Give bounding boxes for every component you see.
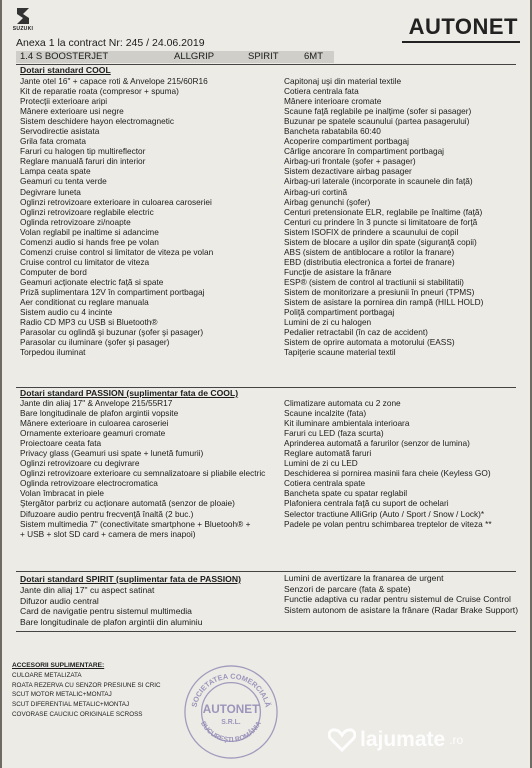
stamp-ring-text: SOCIETATEA COMERCIALĂ [189,671,273,709]
watermark-suffix: .ro [449,733,464,747]
list-item: Servodirectie asistata [20,126,100,137]
list-item: CULOARE METALIZATA [12,671,82,679]
stamp-center-text: AUTONET [202,702,260,716]
cool-right-list [284,76,483,357]
trim-gearbox: 6MT [304,51,323,62]
spirit-right-list [284,573,518,615]
stamp-suffix-text: S.R.L. [221,718,241,726]
list-item: Selector tractiune AlliGrip (Auto / Sport / Snow / Lock)* [284,508,485,519]
list-item: Computer de bord [20,266,87,277]
passion-left-list [20,398,265,539]
stamp-bottom-text: BUCUREŞTI ROMÂNIA [199,720,263,744]
list-item: Airbag-uri frontale (şofer + pasager) [284,156,416,167]
list-item: Kit iluminare ambientala interioara [284,418,410,429]
list-item: Privacy glass (Geamuri usi spate + lunetă fumurii) [20,448,204,459]
list-item: Sistem de asistare la pornirea din rampă (HILL HOLD) [284,297,484,308]
list-item: Grila fata cromata [20,136,86,147]
list-item: Tapiţerie scaune material textil [284,347,396,358]
list-item: Oglinzi retrovizoare reglabile electric [20,206,154,217]
list-item: Radio CD MP3 cu USB si Bluetooth® [20,317,158,328]
list-item: Scaune incalzite (fata) [284,408,367,419]
suzuki-logo-text: SUZUKI [12,26,34,32]
list-item: Poliţă compartiment portbagaj [284,307,395,318]
list-item: Senzori de parcare (fata & spate) [284,583,411,594]
list-item: Airbag-uri cortină [284,186,348,197]
list-item: Jante otel 16" + capace roti & Anvelope 215/60R16 [20,76,208,86]
list-item: + USB + slot SD card + camera de mers inapoi) [20,528,196,539]
list-item: EBD (distributia electronica a fortei de franare) [284,256,455,267]
list-item: Sistem dezactivare airbag pasager [284,166,412,177]
cool-left-list [20,76,213,357]
list-item: Aer conditionat cu reglare manuala [20,297,149,308]
list-item: Centuri cu prindere în 3 puncte si limitatoare de forţă [284,216,478,227]
list-item: Ştergător parbriz cu acționare automată (senzor de ploaie) [20,498,235,509]
list-item: COVORASE CAUCIUC ORIGINALE SCROSS [12,710,143,718]
list-item: ROATA REZERVA CU SENZOR PRESIUNE SI CRIC [12,681,161,689]
list-item: Difuzoare audio pentru frecvenţă înaltă (2 buc.) [20,508,194,519]
list-item: Jante din aliaj 17" & Anvelope 215/55R17 [20,398,173,408]
list-item: Oglinda retrovizoare zi/noapte [20,216,131,227]
list-item: Bare longitudinale de plafon argintii vopsite [20,408,179,419]
list-item: Bare longitudinale de plafon argintii din aluminiu [20,616,203,627]
list-item: Lumini de avertizare la franarea de urgent [284,573,444,583]
list-item: Deschiderea si pornirea masinii fara cheie (Keyless GO) [284,468,491,479]
accessories-list [12,671,161,720]
list-item: Lumini de zi cu LED [284,458,358,469]
list-item: Protecții exterioare aripi [20,96,108,107]
list-item: Faruri cu LED (faza scurta) [284,428,384,439]
list-item: Reglare automată faruri [284,448,372,459]
passion-section-title: Dotari standard PASSION (suplimentar fata de COOL) [20,388,239,398]
list-item: Lumini de zi cu halogen [284,317,372,328]
annex-line: Anexa 1 la contract Nr: 245 / 24.06.2019 [16,37,205,49]
list-item: Functie adaptiva cu radar pentru sistemul de Cruise Control [284,594,511,605]
spirit-section-title: Dotari standard SPIRIT (suplimentar fata de PASSION) [20,574,241,584]
list-item: Sistem deschidere hayon electromagnetic [20,116,175,127]
spirit-left-list [20,585,203,627]
list-item: Mânere exterioare usi negre [20,106,124,117]
company-stamp [182,663,280,761]
site-watermark [328,728,463,752]
accessories-title: ACCESORII SUPLIMENTARE: [12,662,105,669]
list-item: Ornamente exterioare geamuri cromate [20,428,166,439]
list-item: Torpedou iluminat [20,347,86,358]
list-item: Sistem multimedia 7" (conectivitate smartphone + Bluetooh® + [20,518,251,529]
divider [16,631,516,632]
list-item: Priză suplimentara 12V în compartiment portbagaj [20,286,205,297]
divider [16,571,516,572]
watermark-text: lajumate [360,728,446,751]
list-item: Proiectoare ceata fata [20,438,102,449]
list-item: Padele pe volan pentru schimbarea treptelor de viteza ** [284,518,492,529]
trim-bar [16,51,334,63]
list-item: Degivrare luneta [20,186,81,197]
list-item: ESP® (sistem de control al tractiunii si stabilitatii) [284,276,464,287]
passion-right-list [284,398,492,529]
list-item: Airbag-uri laterale (incorporate in scaunele din față) [284,176,473,187]
list-item: Sistem de monitorizare a presiunii în pneuri (TPMS) [284,286,475,297]
heart-icon [328,728,356,752]
list-item: Pedalier retractabil (în caz de accident) [284,327,428,338]
list-item: Reglare manuală faruri din interior [20,156,146,167]
list-item: Geamuri acționate electric față si spate [20,276,164,287]
list-item: Sistem ISOFIX de prindere a scaunului de copil [284,226,459,237]
trim-color: ALLGRIP [174,51,215,62]
list-item: Bancheta rabatabila 60:40 [284,126,381,137]
trim-version: SPIRIT [248,51,279,62]
list-item: Kit de reparatie roata (compresor + spuma) [20,86,179,97]
list-item: Card de navigatie pentru sistemul multimedia [20,606,192,617]
list-item: Sistem de blocare a uşilor din spate (siguranţă copii) [284,236,477,247]
list-item: Volan reglabil pe inaltime si adancime [20,226,159,237]
list-item: Lampa ceata spate [20,166,91,177]
list-item: Plafoniera centrala faţă cu suport de ochelari [284,498,449,509]
list-item: Oglinzi retrovizoare cu degivrare [20,458,140,469]
list-item: Capitonaj uşi din material textile [284,76,402,86]
accessories-block [12,661,161,720]
list-item: Cruise control cu limitator de viteza [20,256,150,267]
list-item: Sistem de oprire automata a motorului (EASS) [284,337,455,348]
list-item: Buzunar pe spatele scaunului (partea pasagerului) [284,116,470,127]
list-item: Difuzor audio central [20,595,99,606]
list-item: Cotiera centrala spate [284,478,366,489]
list-item: Comenzi cruise control si limitator de viteza pe volan [20,246,214,257]
document-page [2,0,530,768]
list-item: ABS (sistem de antiblocare a rotilor la franare) [284,246,455,257]
list-item: Parasolar cu oglindă şi buzunar (şofer şi pasager) [20,327,204,338]
list-item: Aprinderea automată a farurilor (senzor de lumina) [284,438,470,449]
list-item: Cârlige ancorare în compartiment portbagaj [284,146,445,157]
trim-engine: 1.4 S BOOSTERJET [20,51,109,62]
list-item: Cotiera centrala fata [284,86,359,97]
list-item: Acoperire compartiment portbagaj [284,136,409,147]
list-item: Mânere interioare cromate [284,96,382,107]
list-item: Geamuri cu tenta verde [20,176,107,187]
list-item: Sistem autonom de asistare la frânare (Radar Brake Support) [284,604,519,615]
list-item: Oglinda retrovizoare electrocromatica [20,478,158,489]
cool-section-title: Dotari standard COOL [20,65,111,75]
list-item: Bancheta spate cu spatar reglabil [284,488,408,499]
suzuki-s-icon [14,6,32,26]
list-item: SCUT DIFERENTIAL METALIC+MONTAJ [12,701,130,709]
list-item: Centuri pretensionate ELR, reglabile pe înaltime (faţă) [284,206,483,217]
list-item: Oglinzi retrovizoare exterioare in culoarea caroseriei [20,196,212,207]
dealer-logo-underline [402,41,520,43]
list-item: Faruri cu halogen tip multireflector [20,146,146,157]
list-item: Jante din aliaj 17" cu aspect satinat [20,585,155,595]
list-item: Climatizare automata cu 2 zone [284,398,401,408]
list-item: Comenzi audio si hands free pe volan [20,236,159,247]
list-item: Sistem audio cu 4 incinte [20,307,113,318]
list-item: Mânere exterioare in culoarea caroseriei [20,418,169,429]
suzuki-logo [12,6,34,32]
list-item: Volan îmbracat in piele [20,488,104,499]
list-item: SCUT MOTOR METALIC+MONTAJ [12,691,112,699]
list-item: Airbag genunchi (şofer) [284,196,371,207]
dealer-logo: AUTONET [408,14,518,39]
list-item: Scaune faţă reglabile pe inalţime (sofer si pasager) [284,106,472,117]
list-item: Parasolar cu iluminare (şofer şi pasager) [20,337,170,348]
list-item: Funcţie de asistare la frânare [284,266,392,277]
list-item: Oglinzi retrovizoare exterioare cu semnalizatoare si pliabile electric [20,468,266,479]
